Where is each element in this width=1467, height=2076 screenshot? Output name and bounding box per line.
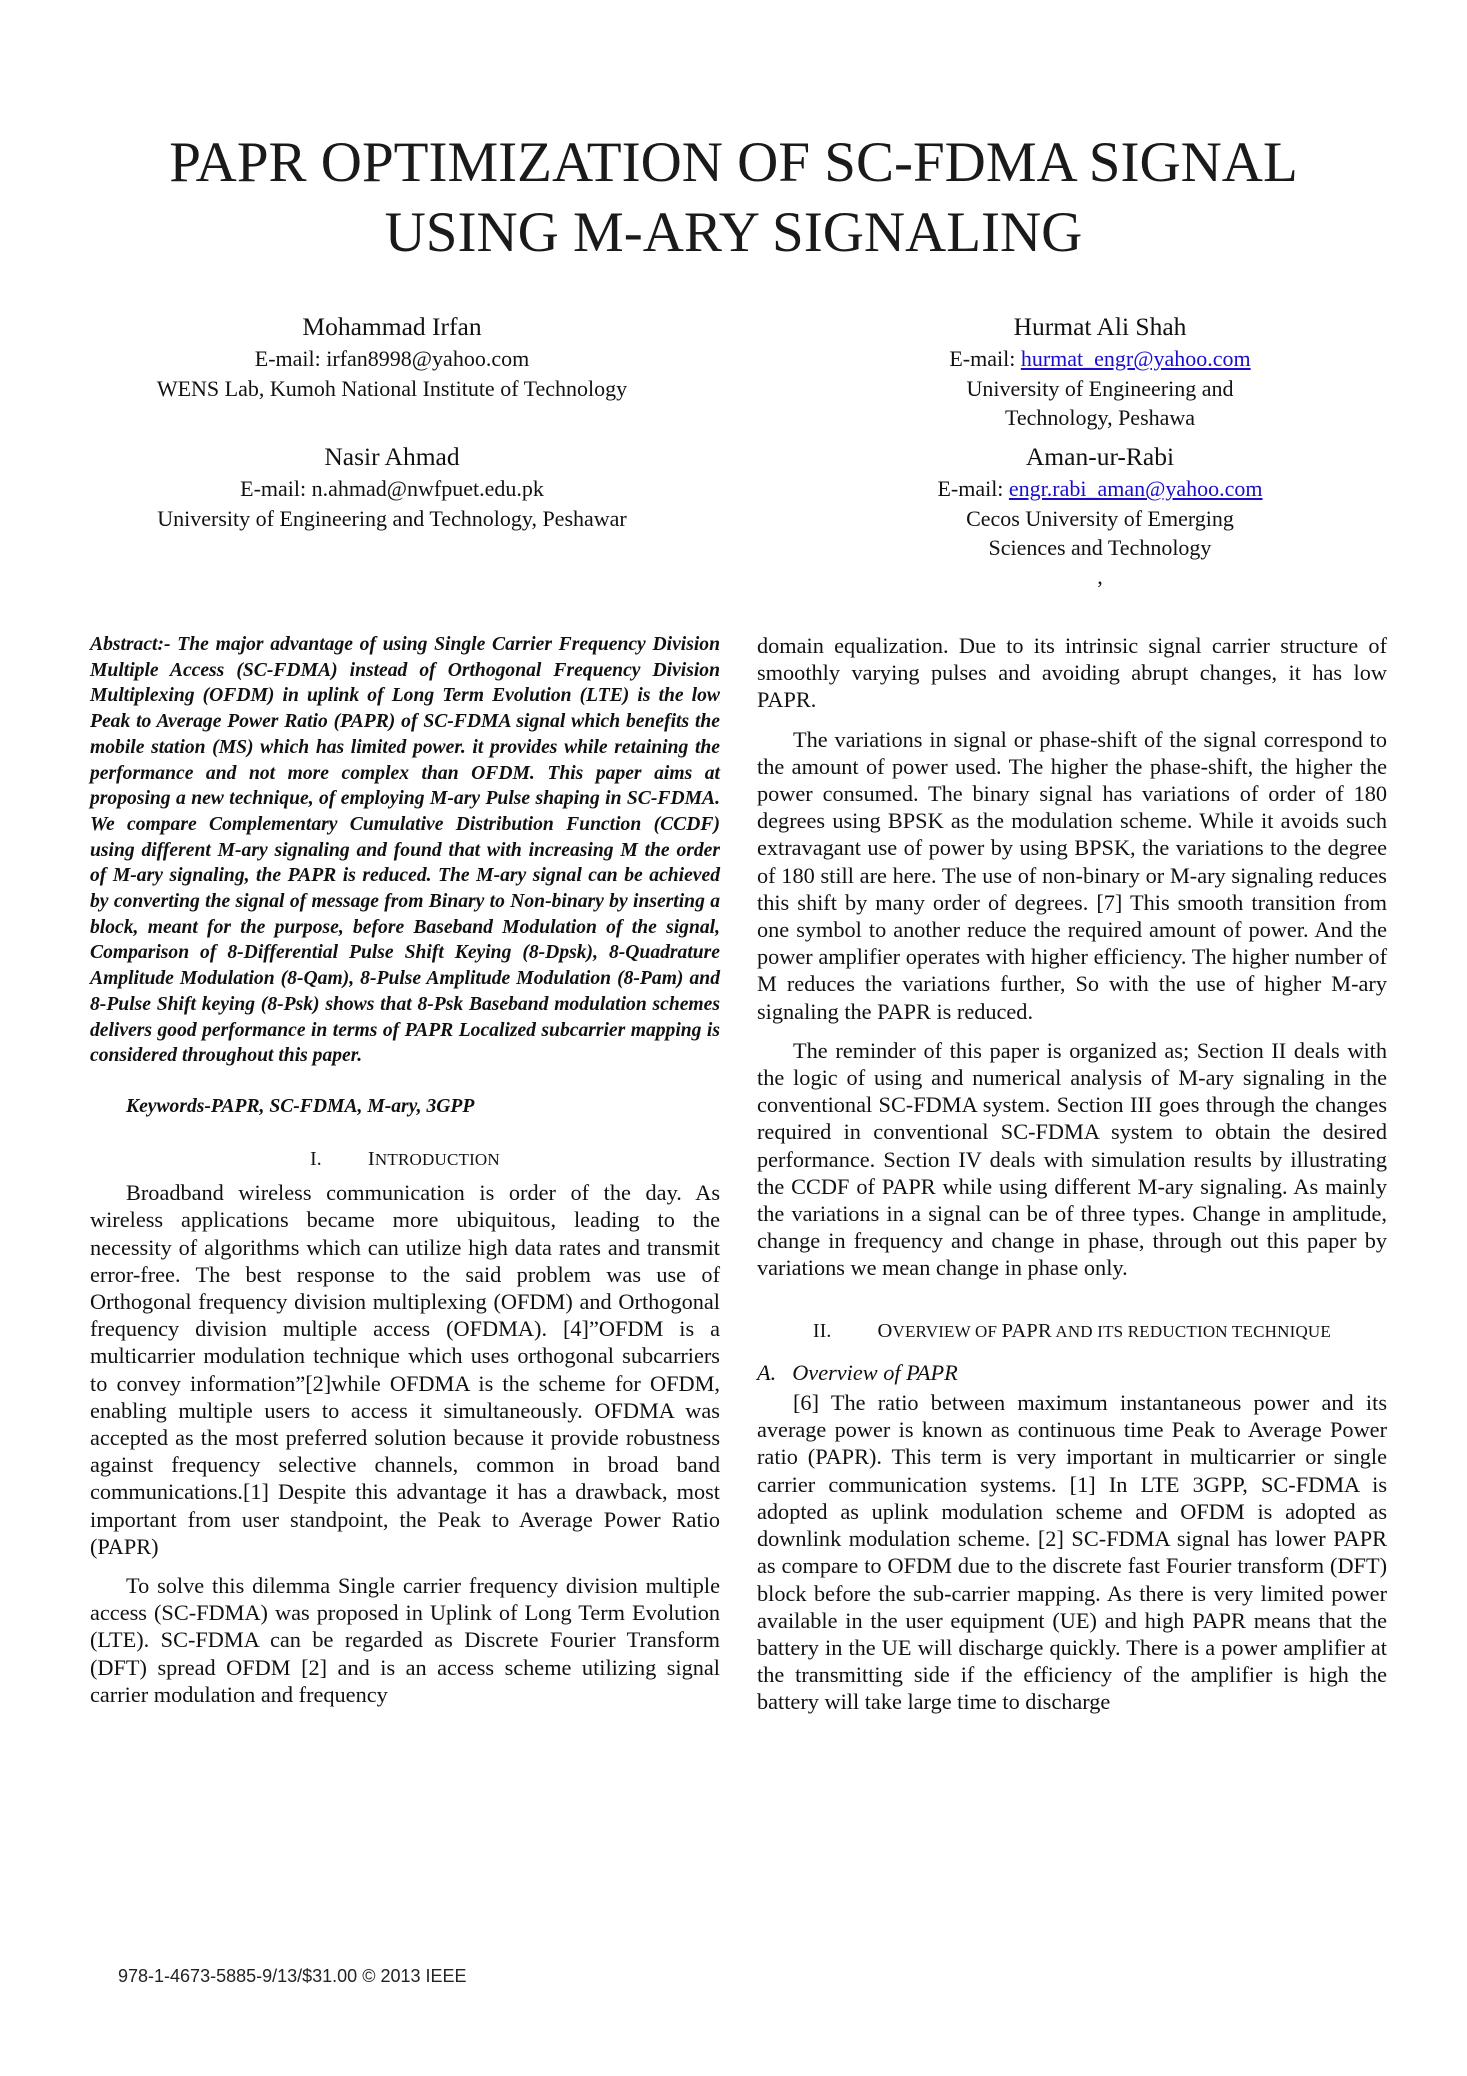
- paper-title-line-2: USING M-ARY SIGNALING: [384, 201, 1083, 264]
- right-paragraph-2: The variations in signal or phase-shift of the signal correspond to the amount of power used. The higher the phase-shift, the higher the power consumed. The binary signal has variations of order of 180 degrees using BPSK as the modulation scheme. While it avoids such extravagant use of power by using BPSK, the variations to the degree of 180 still are here. The use of non-binary or M-ary signaling reduces this shift by many order of degrees. [7] This smooth transition from one symbol to another reduce the required amount of power. And the power amplifier operates with higher efficiency. The higher number of M reduces the variations further, So with the use of higher M-ary signaling the PAPR is reduced.: [757, 726, 1387, 1024]
- author-email-label: E-mail:: [949, 346, 1021, 371]
- author-name: Aman-ur-Rabi: [1025, 442, 1175, 471]
- author-block-left-2: [92, 440, 692, 533]
- author-affiliation-line-2: Sciences and Technology: [988, 535, 1212, 560]
- author-block-right-2: [880, 440, 1320, 591]
- section-title-part: VERVIEW OF: [892, 1321, 1002, 1341]
- right-paragraph-1: domain equalization. Due to its intrinsic signal carrier structure of smoothly varying pulses and avoiding abrupt changes, it has low PAPR.: [757, 633, 1387, 713]
- author-affiliation-line-2: Technology, Peshawa: [1004, 405, 1196, 430]
- author-block-left-1: [92, 310, 692, 403]
- paper-title: [0, 128, 1467, 268]
- copyright-footer: 978-1-4673-5885-9/13/$31.00 © 2013 IEEE: [118, 1966, 467, 1986]
- author-email-link[interactable]: hurmat_engr@yahoo.com: [1020, 346, 1251, 371]
- left-column: [90, 632, 720, 1708]
- section-number: II.: [813, 1320, 832, 1342]
- author-email: [880, 474, 1320, 504]
- section-number: I.: [310, 1148, 322, 1170]
- paper-title-line-1: PAPR OPTIMIZATION OF SC-FDMA SIGNAL: [169, 131, 1298, 194]
- section-heading-introduction: [90, 1146, 720, 1173]
- section-title-part: PAPR: [1001, 1319, 1052, 1342]
- author-trailing-mark: ,: [1097, 564, 1103, 589]
- author-affiliation-line-1: University of Engineering and: [966, 376, 1234, 401]
- author-affiliation: WENS Lab, Kumoh National Institute of Technology: [156, 376, 628, 401]
- author-email: [880, 344, 1320, 374]
- overview-paragraph: [6] The ratio between maximum instantaneous power and its average power is known as continuous time Peak to Average Power ratio (PAPR). This term is very important in multicarrier or single carrier communication systems. [1] In LTE 3GPP, SC-FDMA is adopted as uplink modulation scheme and OFDM is adopted as downlink modulation scheme. [2] SC-FDMA signal has lower PAPR as compare to OFDM due to the discrete fast Fourier transform (DFT) block before the sub-carrier mapping. As there is very limited power available in the user equipment (UE) and high PAPR means that the battery in the UE will discharge quickly. There is a power amplifier at the transmitting side if the efficiency of the amplifier is high the battery will take large time to discharge: [757, 1390, 1387, 1715]
- author-affiliation-line-1: Cecos University of Emerging: [966, 506, 1234, 531]
- author-email: E-mail: n.ahmad@nwfpuet.edu.pk: [240, 476, 544, 501]
- author-email-link[interactable]: engr.rabi_aman@yahoo.com: [1008, 476, 1263, 501]
- author-email: E-mail: irfan8998@yahoo.com: [254, 346, 530, 371]
- section-title-rest: NTRODUCTION: [374, 1149, 500, 1169]
- author-name: Nasir Ahmad: [324, 442, 460, 471]
- subsection-heading: [757, 1359, 1387, 1386]
- section-title-part: AND ITS REDUCTION TECHNIQUE: [1051, 1321, 1331, 1341]
- section-heading-overview: [757, 1318, 1387, 1345]
- intro-paragraph-2: To solve this dilemma Single carrier frequency division multiple access (SC-FDMA) was proposed in Uplink of Long Term Evolution (LTE). SC-FDMA can be regarded as Discrete Fourier Transform (DFT) spread OFDM [2] and is an access scheme utilizing signal carrier modulation and frequency: [90, 1573, 720, 1707]
- author-name: Hurmat Ali Shah: [1013, 312, 1187, 341]
- author-affiliation: University of Engineering and Technology, Peshawar: [157, 506, 627, 531]
- keywords: Keywords-PAPR, SC-FDMA, M-ary, 3GPP: [126, 1095, 475, 1117]
- author-block-right-1: [880, 310, 1320, 432]
- author-email-label: E-mail:: [937, 476, 1009, 501]
- author-name: Mohammad Irfan: [302, 312, 482, 341]
- right-column: [757, 632, 1387, 1716]
- section-title-initial: I: [367, 1147, 375, 1170]
- right-paragraph-3: The reminder of this paper is organized as; Section II deals with the logic of using and numerical analysis of M-ary signaling in the conventional SC-FDMA system. Section III goes through the changes required in conventional SC-FDMA system to obtain the desired performance. Section IV deals with simulation results by illustrating the CCDF of PAPR while using different M-ary signaling. As mainly the variations in a signal can be of three types. Change in amplitude, change in frequency and change in phase, through out this paper by variations we mean change in phase only.: [757, 1037, 1387, 1281]
- subsection-title: Overview of PAPR: [792, 1359, 958, 1385]
- abstract: Abstract:- The major advantage of using Single Carrier Frequency Division Multiple Access (SC-FDMA) instead of Orthogonal Frequency Division Multiplexing (OFDM) in uplink of Long Term Evolution (LTE) is the low Peak to Average Power Ratio (PAPR) of SC-FDMA signal which benefits the mobile station (MS) which has limited power. it provides while retaining the performance and not more complex than OFDM. This paper aims at proposing a new technique, of employing M-ary Pulse shaping in SC-FDMA. We compare Complementary Cumulative Distribution Function (CCDF) using different M-ary signaling and found that with increasing M the order of M-ary signaling, the PAPR is reduced. The M-ary signal can be achieved by converting the signal of message from Binary to Non-binary by inserting a block, meant for the purpose, before Baseband Modulation of the signal, Comparison of 8-Differential Pulse Shift Keying (8-Dpsk), 8-Quadrature Amplitude Modulation (8-Qam), 8-Pulse Amplitude Modulation (8-Pam) and 8-Pulse Shift keying (8-Psk) shows that 8-Psk Baseband modulation schemes delivers good performance in terms of PAPR Localized subcarrier mapping is considered throughout this paper.: [90, 634, 720, 1067]
- intro-paragraph-1: Broadband wireless communication is order of the day. As wireless applications became more ubiquitous, leading to the necessity of algorithms which can utilize high data rates and transmit error-free. The best response to the said problem was use of Orthogonal frequency division multiplexing (OFDM) and Orthogonal frequency division multiple access (OFDMA). [4]”OFDM is a multicarrier modulation technique which uses orthogonal subcarriers to convey information”[2]while OFDMA is the scheme for OFDM, enabling multiple users to access it simultaneously. OFDMA was accepted as the most preferred solution because it provide robustness against frequency selective channels, common in broad band communications.[1] Despite this advantage it has a drawback, most important from user standpoint, the Peak to Average Power Ratio (PAPR): [90, 1180, 720, 1559]
- section-title-part: O: [877, 1319, 893, 1342]
- subsection-number: A.: [757, 1359, 777, 1385]
